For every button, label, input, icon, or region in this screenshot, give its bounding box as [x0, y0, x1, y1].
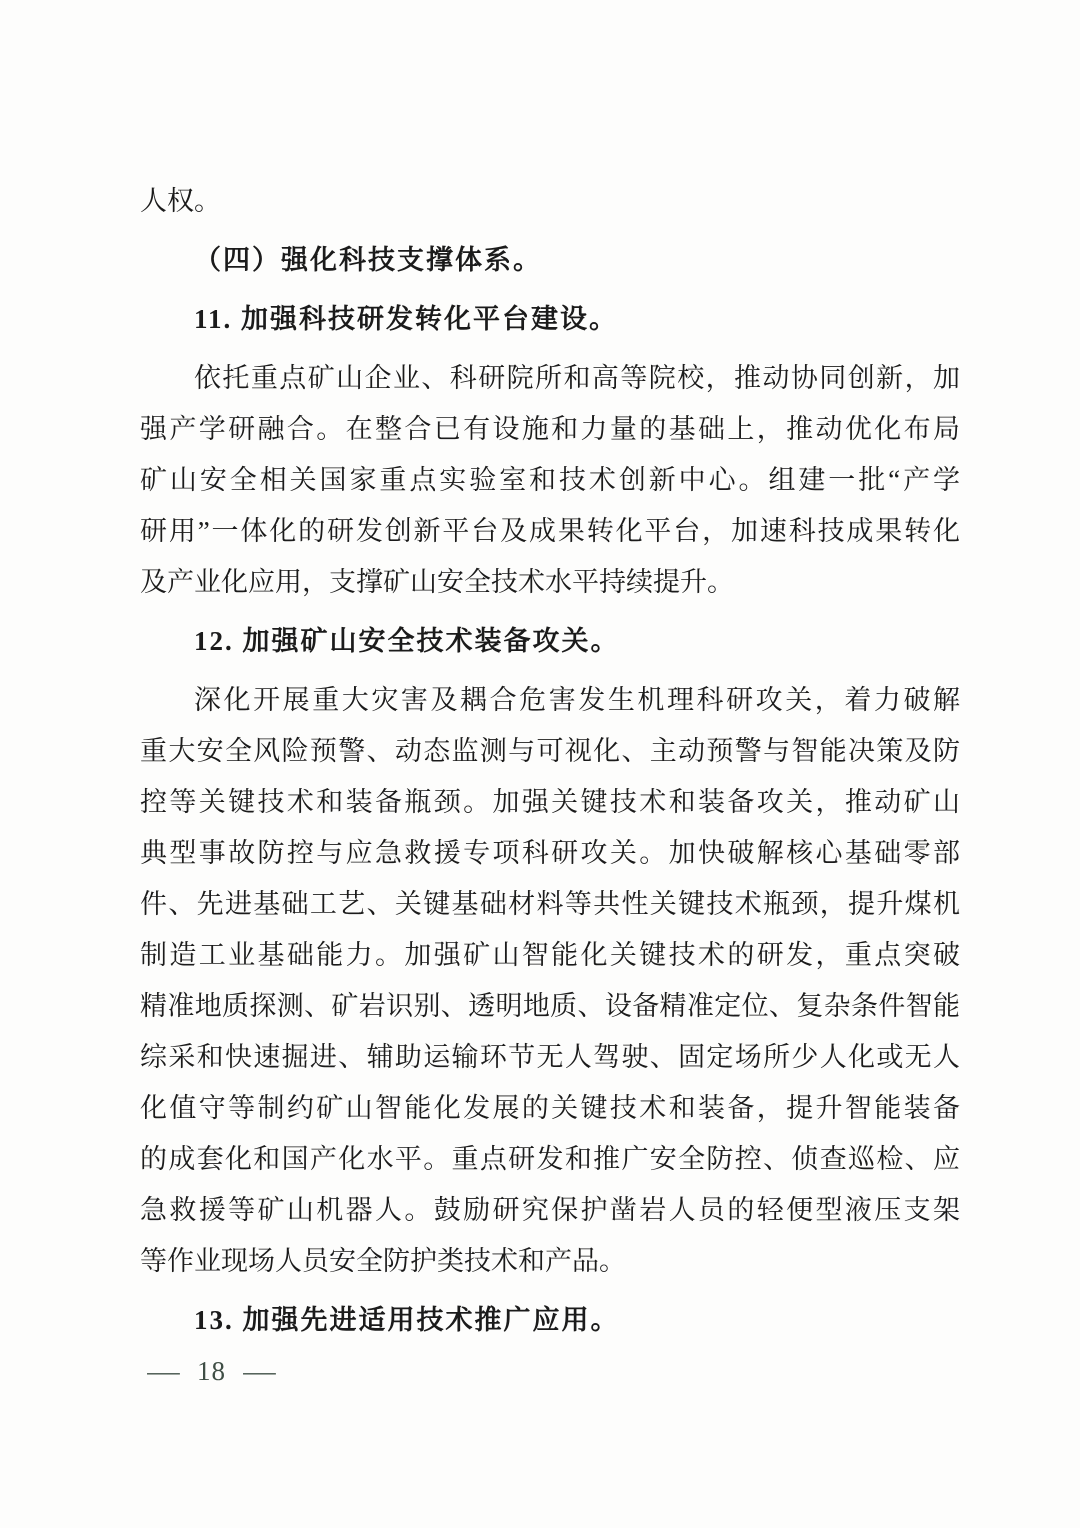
paragraph-line: 重大安全风险预警、动态监测与可视化、主动预警与智能决策及防 — [140, 736, 960, 766]
item-heading: 11. 加强科技研发转化平台建设。 — [194, 304, 619, 334]
paragraph-line: 制造工业基础能力。加强矿山智能化关键技术的研发，重点突破 — [140, 940, 960, 970]
page-number: 18 — [197, 1356, 226, 1386]
paragraph-line: 典型事故防控与应急救援专项科研攻关。加快破解核心基础零部 — [140, 838, 960, 868]
paragraph-line: 急救援等矿山机器人。鼓励研究保护凿岩人员的轻便型液压支架 — [140, 1195, 960, 1225]
paragraph-line: 综采和快速掘进、辅助运输环节无人驾驶、固定场所少人化或无人 — [140, 1042, 960, 1072]
footer-dash-left: — — [147, 1356, 180, 1386]
paragraph-line: 精准地质探测、矿岩识别、透明地质、设备精准定位、复杂条件智能 — [140, 991, 960, 1021]
item-heading: 13. 加强先进适用技术推广应用。 — [194, 1305, 620, 1335]
paragraph-line: 的成套化和国产化水平。重点研发和推广安全防控、侦查巡检、应 — [140, 1144, 960, 1174]
footer-dash-right: — — [243, 1356, 276, 1386]
paragraph-line: 矿山安全相关国家重点实验室和技术创新中心。组建一批“产学 — [140, 465, 960, 495]
page-footer — [147, 1356, 276, 1387]
paragraph-line: 及产业化应用，支撑矿山安全技术水平持续提升。 — [140, 567, 734, 597]
paragraph-line: 等作业现场人员安全防护类技术和产品。 — [140, 1246, 626, 1276]
paragraph-line: 依托重点矿山企业、科研院所和高等院校，推动协同创新，加 — [194, 363, 960, 393]
paragraph-line: 深化开展重大灾害及耦合危害发生机理科研攻关，着力破解 — [194, 685, 960, 715]
document-content — [140, 176, 960, 1354]
item-heading: 12. 加强矿山安全技术装备攻关。 — [194, 626, 620, 656]
paragraph-line: 人权。 — [140, 186, 221, 216]
paragraph-line: 强产学研融合。在整合已有设施和力量的基础上，推动优化布局 — [140, 414, 960, 444]
paragraph-line: 件、先进基础工艺、关键基础材料等共性关键技术瓶颈，提升煤机 — [140, 889, 960, 919]
paragraph-line: 控等关键技术和装备瓶颈。加强关键技术和装备攻关，推动矿山 — [140, 787, 960, 817]
paragraph-line: 研用”一体化的研发创新平台及成果转化平台，加速科技成果转化 — [140, 516, 960, 546]
section-heading: （四）强化科技支撑体系。 — [194, 245, 542, 275]
paragraph-line: 化值守等制约矿山智能化发展的关键技术和装备，提升智能装备 — [140, 1093, 960, 1123]
